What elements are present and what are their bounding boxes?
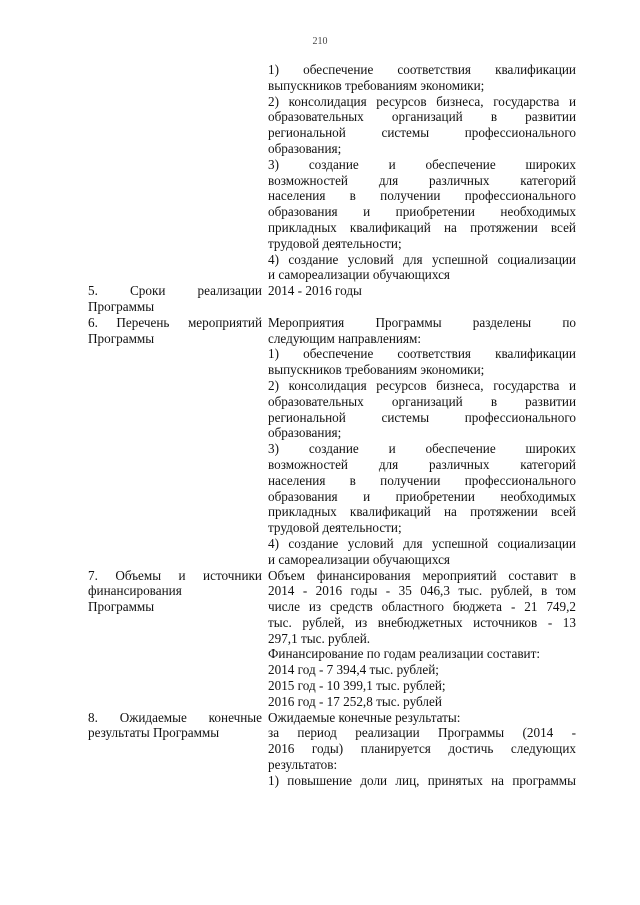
content-line: трудовой деятельности; [268, 520, 402, 536]
content-line: образования и приобретении необходимых [268, 204, 576, 220]
content-line: следующим направлениям: [268, 330, 422, 346]
content-line: выпускников требованиям экономики; [268, 362, 485, 378]
label-line: 5. Сроки реализации [88, 283, 262, 299]
row-label-cell [88, 568, 262, 710]
content-line: выпускников требованиям экономики; [268, 77, 485, 93]
content-line: Ожидаемые конечные результаты: [268, 709, 461, 725]
content-line: 3) создание и обеспечение широких [268, 156, 576, 172]
content-line: региональной системы профессионального [268, 125, 576, 141]
content-line: Мероприятия Программы разделены по [268, 314, 576, 330]
content-line: возможностей для различных категорий [268, 172, 576, 188]
label-line: финансирования [88, 583, 182, 599]
content-line: и самореализации обучающихся [268, 551, 450, 567]
row-label-cell [88, 710, 262, 789]
label-line: Программы [88, 330, 155, 346]
content-line: 2014 - 2016 годы [268, 283, 362, 299]
content-line: образовательных организаций в развитии [268, 109, 576, 125]
label-line: Программы [88, 298, 155, 314]
table-row [88, 710, 576, 789]
content-line: 2015 год - 10 399,1 тыс. рублей; [268, 678, 446, 694]
content-line: образования и приобретении необходимых [268, 488, 576, 504]
content-line: образования; [268, 140, 342, 156]
content-line: возможностей для различных категорий [268, 456, 576, 472]
content-line: Финансирование по годам реализации составит: [268, 646, 541, 662]
table-row [88, 283, 576, 315]
passport-table [88, 62, 576, 789]
content-line: населения в получении профессионального [268, 472, 576, 488]
content-line: региональной системы профессионального [268, 409, 576, 425]
table-row [88, 315, 576, 568]
content-line: результатов: [268, 757, 338, 773]
row-content-cell [268, 710, 576, 789]
content-line: образовательных организаций в развитии [268, 393, 576, 409]
label-line: результаты Программы [88, 725, 220, 741]
row-label-cell [88, 62, 262, 283]
content-line: 297,1 тыс. рублей. [268, 630, 371, 646]
row-content-cell [268, 568, 576, 710]
content-line: прикладных квалификаций на протяжении всей [268, 219, 576, 235]
content-line: 2016 год - 17 252,8 тыс. рублей [268, 693, 442, 709]
content-line: 3) создание и обеспечение широких [268, 441, 576, 457]
content-line: 1) повышение доли лиц, принятых на программы [268, 772, 576, 788]
content-line: 1) обеспечение соответствия квалификации [268, 62, 576, 77]
label-line: 7. Объемы и источники [88, 567, 262, 583]
content-line: трудовой деятельности; [268, 235, 402, 251]
table-row [88, 62, 576, 283]
content-line: населения в получении профессионального [268, 188, 576, 204]
content-line: 2016 годы) планируется достичь следующих [268, 741, 576, 757]
row-label-cell [88, 283, 262, 315]
label-line: 8. Ожидаемые конечные [88, 709, 262, 725]
table-row [88, 568, 576, 710]
row-content-cell [268, 62, 576, 283]
content-line: 2) консолидация ресурсов бизнеса, государства и [268, 93, 576, 109]
content-line: 2) консолидация ресурсов бизнеса, государства и [268, 377, 576, 393]
content-line: прикладных квалификаций на протяжении всей [268, 504, 576, 520]
label-line: Программы [88, 599, 155, 615]
row-label-cell [88, 315, 262, 568]
content-line: и самореализации обучающихся [268, 267, 450, 283]
content-line: 2014 - 2016 годы - 35 046,3 тыс. рублей, в том [268, 583, 576, 599]
content-line: тыс. рублей, из внебюджетных источников - 13 [268, 614, 576, 630]
content-line: Объем финансирования мероприятий составит в [268, 567, 576, 583]
content-line: 4) создание условий для успешной социализации [268, 251, 576, 267]
content-line: 1) обеспечение соответствия квалификации [268, 346, 576, 362]
content-line: 4) создание условий для успешной социализации [268, 535, 576, 551]
content-line: 2014 год - 7 394,4 тыс. рублей; [268, 662, 439, 678]
content-line [268, 299, 576, 315]
content-line: числе из средств областного бюджета - 21 749,2 [268, 599, 576, 615]
label-line: 6. Перечень мероприятий [88, 314, 262, 330]
page-number: 210 [312, 36, 328, 47]
content-line: за период реализации Программы (2014 - [268, 725, 576, 741]
row-content-cell [268, 283, 576, 315]
content-line: образования; [268, 425, 342, 441]
row-content-cell [268, 315, 576, 568]
